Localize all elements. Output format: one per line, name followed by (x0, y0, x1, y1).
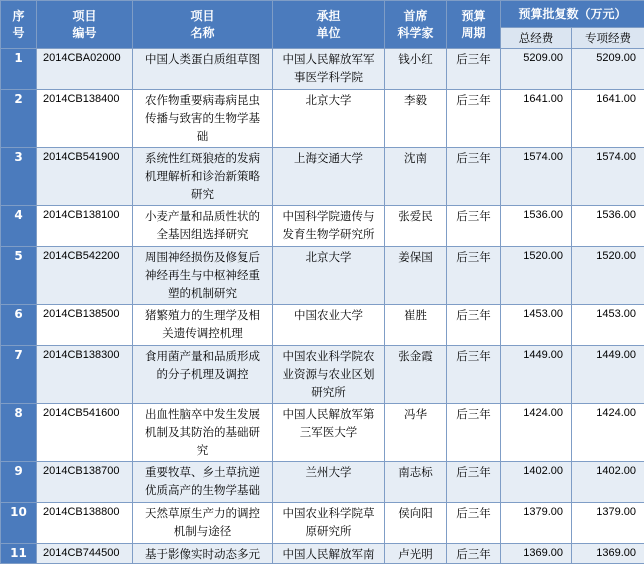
header-code: 项目 编号 (37, 1, 133, 49)
project-name (133, 346, 273, 404)
header-special: 专项经费 (572, 28, 644, 49)
project-unit (273, 49, 385, 90)
project-unit-line: 兰州大学 (305, 465, 352, 479)
project-name-line: 的分子机理及调控 (156, 367, 249, 381)
project-name-line: 传播与致害的生物学基 (145, 111, 260, 125)
header-unit: 承担 单位 (273, 1, 385, 49)
budget-period: 后三年 (447, 247, 501, 305)
special-budget: 1449.00 (572, 346, 644, 404)
project-name-line: 神经再生与中枢神经重 (145, 268, 260, 282)
total-budget: 1402.00 (501, 462, 572, 503)
budget-period: 后三年 (447, 404, 501, 462)
project-name-line: 机理解析和诊治新策略 (145, 169, 260, 183)
chief-scientist: 姜保国 (385, 247, 447, 305)
project-name-line: 塑的机制研究 (168, 286, 237, 300)
project-name-line: 关遗传调控机理 (162, 326, 243, 340)
project-unit (273, 206, 385, 247)
project-unit (273, 148, 385, 206)
project-unit-line: 北京大学 (305, 93, 352, 107)
header-name: 项目 名称 (133, 1, 273, 49)
chief-scientist: 卢光明 (385, 544, 447, 564)
table-row (1, 305, 644, 346)
project-unit-line: 研究所 (311, 385, 346, 399)
project-name (133, 503, 273, 544)
project-name-line: 猪繁殖力的生理学及相 (145, 308, 260, 322)
project-code: 2014CB138700 (37, 462, 133, 503)
special-budget: 5209.00 (572, 49, 644, 90)
row-seq: 1 (1, 49, 37, 90)
project-unit-line: 中国人民解放军南 (282, 547, 375, 561)
project-name-line: 础 (196, 129, 209, 143)
special-budget: 1453.00 (572, 305, 644, 346)
chief-scientist: 冯华 (385, 404, 447, 462)
project-code: 2014CB138300 (37, 346, 133, 404)
project-name-line: 全基因组选择研究 (156, 227, 249, 241)
project-code: 2014CB138400 (37, 90, 133, 148)
project-name (133, 148, 273, 206)
project-unit-line: 北京大学 (305, 250, 352, 264)
project-name-line: 究 (196, 443, 209, 457)
project-name (133, 49, 273, 90)
project-unit-line: 中国农业科学院农 (282, 349, 375, 363)
project-code: 2014CB541900 (37, 148, 133, 206)
budget-period: 后三年 (447, 462, 501, 503)
chief-scientist: 李毅 (385, 90, 447, 148)
special-budget: 1379.00 (572, 503, 644, 544)
project-name (133, 404, 273, 462)
project-unit-line: 中国农业大学 (294, 308, 363, 322)
project-unit-line: 中国科学院遗传与 (282, 209, 375, 223)
budget-period: 后三年 (447, 49, 501, 90)
special-budget: 1641.00 (572, 90, 644, 148)
project-name (133, 544, 273, 564)
chief-scientist: 张金霞 (385, 346, 447, 404)
project-unit (273, 462, 385, 503)
header-total: 总经费 (501, 28, 572, 49)
budget-period: 后三年 (447, 305, 501, 346)
budget-period: 后三年 (447, 90, 501, 148)
special-budget: 1369.00 (572, 544, 644, 564)
project-unit (273, 346, 385, 404)
project-name (133, 206, 273, 247)
table-row (1, 503, 644, 544)
total-budget: 1379.00 (501, 503, 572, 544)
row-seq: 3 (1, 148, 37, 206)
header-period: 预算 周期 (447, 1, 501, 49)
project-name-line: 天然草原生产力的调控 (145, 506, 260, 520)
total-budget: 1574.00 (501, 148, 572, 206)
chief-scientist: 侯向阳 (385, 503, 447, 544)
project-unit-line: 三军医大学 (299, 425, 358, 439)
budget-period: 后三年 (447, 206, 501, 247)
total-budget: 1453.00 (501, 305, 572, 346)
special-budget: 1536.00 (572, 206, 644, 247)
project-code: 2014CB138800 (37, 503, 133, 544)
project-name-line: 研究 (191, 187, 214, 201)
project-name-line: 优质高产的生物学基础 (145, 483, 260, 497)
special-budget: 1424.00 (572, 404, 644, 462)
total-budget: 1369.00 (501, 544, 572, 564)
row-seq: 5 (1, 247, 37, 305)
project-name (133, 305, 273, 346)
project-unit-line: 业资源与农业区划 (282, 367, 375, 381)
total-budget: 1520.00 (501, 247, 572, 305)
table-row (1, 346, 644, 404)
project-unit (273, 305, 385, 346)
project-unit (273, 503, 385, 544)
header-budget: 预算批复数（万元） (501, 1, 644, 28)
project-unit-line: 事医学科学院 (294, 70, 363, 84)
project-name-line: 小麦产量和品质性状的 (145, 209, 260, 223)
chief-scientist: 钱小红 (385, 49, 447, 90)
header-scientist: 首席 科学家 (385, 1, 447, 49)
project-unit (273, 544, 385, 564)
project-code: 2014CB542200 (37, 247, 133, 305)
chief-scientist: 崔胜 (385, 305, 447, 346)
project-name (133, 462, 273, 503)
table-row (1, 247, 644, 305)
project-unit (273, 247, 385, 305)
project-name (133, 247, 273, 305)
project-code: 2014CB744500 (37, 544, 133, 564)
project-name-line: 出血性脑卒中发生发展 (145, 407, 260, 421)
project-unit-line: 中国人民解放军军 (282, 52, 375, 66)
budget-period: 后三年 (447, 544, 501, 564)
project-name-line: 农作物重要病毒病昆虫 (145, 93, 260, 107)
project-name-line: 中国人类蛋白质组草图 (145, 52, 260, 66)
project-name-line: 系统性红斑狼疮的发病 (145, 151, 260, 165)
row-seq: 10 (1, 503, 37, 544)
project-name-line: 周围神经损伤及修复后 (145, 250, 260, 264)
budget-period: 后三年 (447, 346, 501, 404)
table-row (1, 148, 644, 206)
project-unit-line: 中国农业科学院草 (282, 506, 375, 520)
project-code: 2014CBA02000 (37, 49, 133, 90)
project-unit (273, 90, 385, 148)
header-seq: 序 号 (1, 1, 37, 49)
project-code: 2014CB541600 (37, 404, 133, 462)
row-seq: 6 (1, 305, 37, 346)
project-code: 2014CB138500 (37, 305, 133, 346)
table-row (1, 90, 644, 148)
table-row (1, 49, 644, 90)
project-name-line: 机制与途径 (173, 524, 232, 538)
budget-period: 后三年 (447, 503, 501, 544)
row-seq: 4 (1, 206, 37, 247)
table-row (1, 462, 644, 503)
row-seq: 7 (1, 346, 37, 404)
chief-scientist: 南志标 (385, 462, 447, 503)
project-code: 2014CB138100 (37, 206, 133, 247)
total-budget: 1449.00 (501, 346, 572, 404)
chief-scientist: 张爱民 (385, 206, 447, 247)
table-row (1, 404, 644, 462)
project-unit-line: 中国人民解放军第 (282, 407, 375, 421)
project-unit (273, 404, 385, 462)
table-row (1, 544, 644, 564)
project-name-line: 基于影像实时动态多元 (145, 547, 260, 561)
project-name-line: 重要牧草、乡土草抗逆 (145, 465, 260, 479)
project-name-line: 机制及其防治的基础研 (145, 425, 260, 439)
total-budget: 1424.00 (501, 404, 572, 462)
row-seq: 2 (1, 90, 37, 148)
row-seq: 9 (1, 462, 37, 503)
total-budget: 5209.00 (501, 49, 572, 90)
project-unit-line: 发育生物学研究所 (282, 227, 375, 241)
project-name (133, 90, 273, 148)
total-budget: 1536.00 (501, 206, 572, 247)
special-budget: 1520.00 (572, 247, 644, 305)
row-seq: 11 (1, 544, 37, 564)
special-budget: 1402.00 (572, 462, 644, 503)
project-unit-line: 上海交通大学 (294, 151, 363, 165)
row-seq: 8 (1, 404, 37, 462)
special-budget: 1574.00 (572, 148, 644, 206)
budget-period: 后三年 (447, 148, 501, 206)
project-name-line: 食用菌产量和品质形成 (145, 349, 260, 363)
project-unit-line: 原研究所 (305, 524, 352, 538)
chief-scientist: 沈南 (385, 148, 447, 206)
table-row (1, 206, 644, 247)
total-budget: 1641.00 (501, 90, 572, 148)
